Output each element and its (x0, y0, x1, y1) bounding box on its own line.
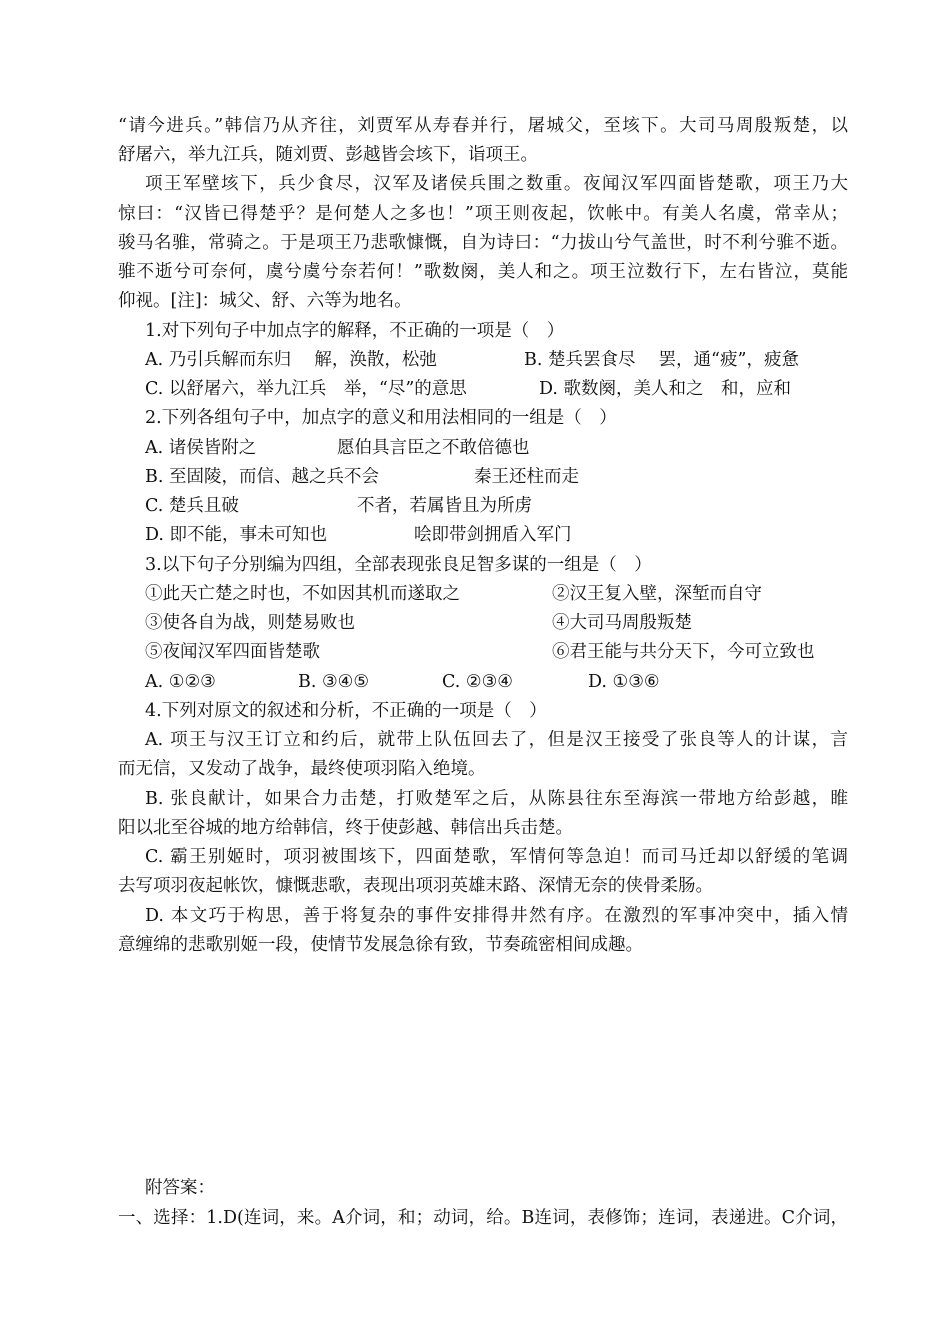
option-a: A. ①②③ (145, 672, 216, 692)
option-c: C. 以舒屠六，举九江兵 举，“尽”的意思 (145, 379, 467, 399)
answer-heading: 附答案： (145, 1178, 215, 1198)
option-b-right: 秦王还柱而走 (474, 467, 579, 487)
sentence-1: ①此天亡楚之时也，不如因其机而遂取之 (145, 584, 460, 604)
option-c-line: 去写项羽夜起帐饮，慷慨悲歌，表现出项羽英雄末路、深情无奈的侠骨柔肠。 (118, 876, 713, 896)
passage-line: 舒屠六，举九江兵，随刘贾、彭越皆会垓下，诣项王。 (118, 145, 538, 165)
option-c-line: C. 霸王别姬时，项羽被围垓下，四面楚歌，军情何等急迫！而司马迁却以舒缓的笔调 (145, 847, 848, 867)
option-a-line: A. 项王与汉王订立和约后，就带上队伍回去了，但是汉王接受了张良等人的计谋，言 (145, 730, 848, 750)
passage-line: 骓不逝兮可奈何，虞兮虞兮奈若何！”歌数阕，美人和之。项王泣数行下，左右皆泣，莫能 (118, 262, 848, 282)
option-b-left: B. 至固陵，而信、越之兵不会 (145, 467, 379, 487)
option-b-line: B. 张良献计，如果合力击楚，打败楚军之后，从陈县往东至海滨一带地方给彭越，睢 (145, 789, 848, 809)
option-a-left: A. 诸侯皆附之 (145, 438, 257, 458)
option-c-right: 不者，若属皆且为所虏 (357, 496, 532, 516)
option-a-line: 而无信，又发动了战争，最终使项羽陷入绝境。 (118, 759, 486, 779)
option-a-right: 愿伯具言臣之不敢倍德也 (337, 438, 530, 458)
option-c: C. ②③④ (442, 672, 513, 692)
option-d-left: D. 即不能，事未可知也 (145, 525, 328, 545)
question-stem: 1.对下列句子中加点字的解释，不正确的一项是（ ） (145, 321, 565, 341)
passage-line: 惊曰：“汉皆已得楚乎？是何楚人之多也！”项王则夜起，饮帐中。有美人名虞，常幸从； (118, 204, 848, 224)
option-a: A. 乃引兵解而东归 解，涣散，松弛 (145, 350, 437, 370)
option-b: B. ③④⑤ (298, 672, 370, 692)
answer-line: 一、选择：1.D(连词，来。A介词，和；动词，给。B连词，表修饰；连词，表递进。C介词， (118, 1208, 848, 1228)
option-d-right: 哙即带剑拥盾入军门 (414, 525, 572, 545)
passage-line: 骏马名骓，常骑之。于是项王乃悲歌慷慨，自为诗曰：“力拔山兮气盖世，时不利兮骓不逝。 (118, 233, 848, 253)
passage-line: 项王军壁垓下，兵少食尽，汉军及诸侯兵围之数重。夜闻汉军四面皆楚歌，项王乃大 (145, 174, 848, 194)
sentence-5: ⑤夜闻汉军四面皆楚歌 (145, 642, 320, 662)
question-stem: 2.下列各组句子中，加点字的意义和用法相同的一组是（ ） (145, 408, 617, 428)
sentence-2: ②汉王复入壁，深堑而自守 (552, 584, 762, 604)
passage-note: 仰视。[注]：城父、舒、六等为地名。 (118, 291, 412, 311)
option-d-line: D. 本文巧于构思，善于将复杂的事件安排得井然有序。在激烈的军事冲突中，插入情 (145, 906, 848, 926)
option-d: D. ①③⑥ (588, 672, 660, 692)
option-c-left: C. 楚兵且破 (145, 496, 239, 516)
sentence-6: ⑥君王能与共分天下，今可立致也 (552, 642, 815, 662)
option-b-line: 阳以北至谷城的地方给韩信，终于使彭越、韩信出兵击楚。 (118, 818, 573, 838)
sentence-4: ④大司马周殷叛楚 (552, 613, 692, 633)
question-stem: 3.以下句子分别编为四组，全部表现张良足智多谋的一组是（ ） (145, 555, 652, 575)
passage-line: “请今进兵。”韩信乃从齐往，刘贾军从寿春并行，屠城父，至垓下。大司马周殷叛楚，以 (118, 116, 848, 136)
question-stem: 4.下列对原文的叙述和分析，不正确的一项是（ ） (145, 701, 547, 721)
option-d-line: 意缠绵的悲歌别姬一段，使情节发展急徐有致，节奏疏密相间成趣。 (118, 935, 643, 955)
sentence-3: ③使各自为战，则楚易败也 (145, 613, 355, 633)
option-d: D. 歌数阕，美人和之 和，应和 (539, 379, 792, 399)
option-b: B. 楚兵罢食尽 罢，通“疲”，疲惫 (524, 350, 799, 370)
